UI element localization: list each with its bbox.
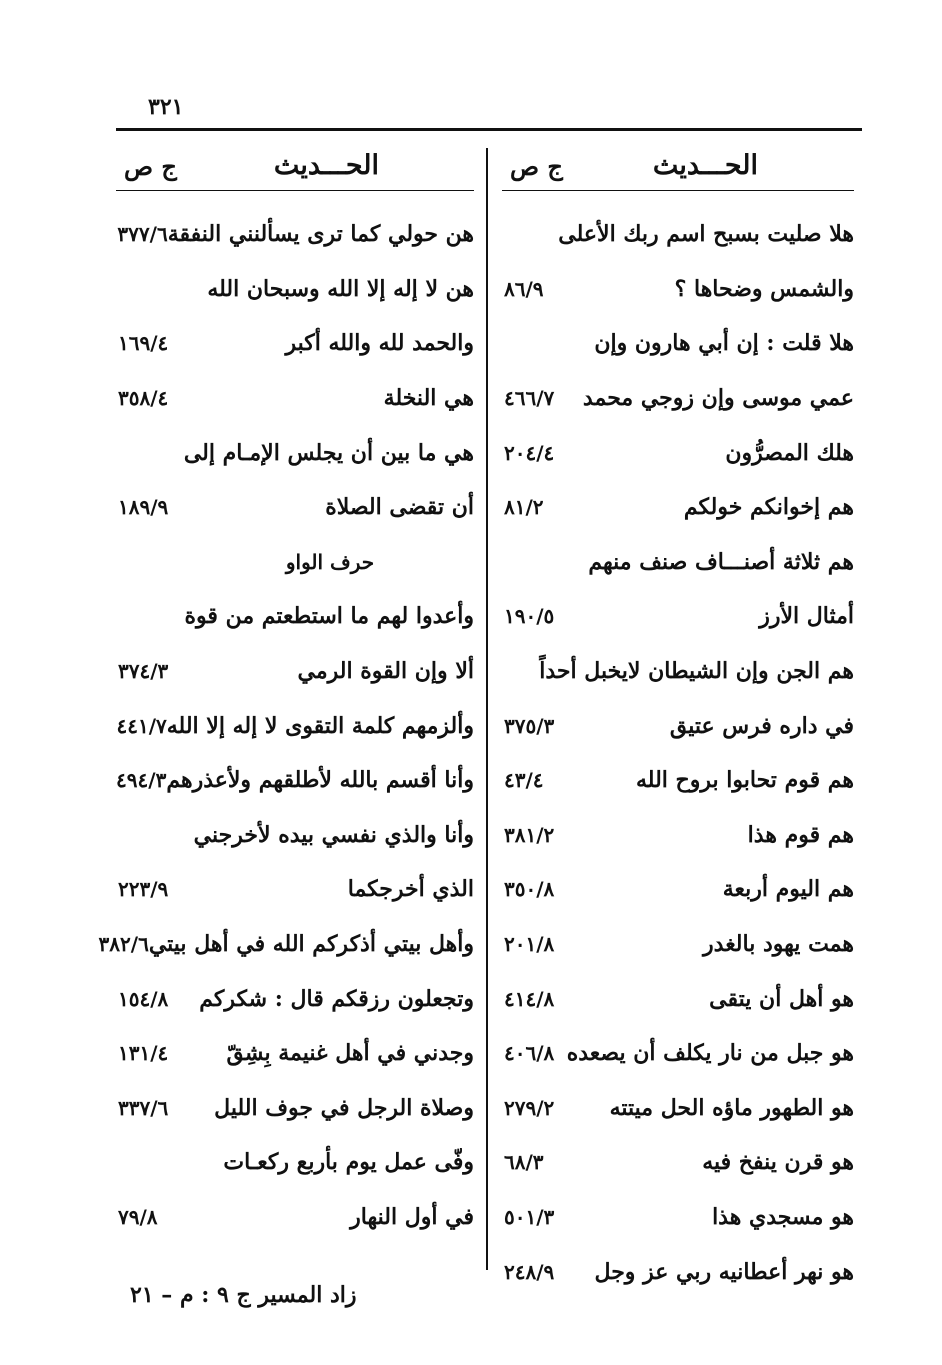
hadith-text: الذي أخرجكما xyxy=(347,876,474,903)
volume-page-ref: ٤٩٤/٣ xyxy=(116,768,167,793)
hadith-text: وأنا أقسم بالله لأطلقهم ولأعذرهم xyxy=(166,767,474,794)
hadith-entry xyxy=(116,862,474,917)
volume-page-ref: ١٥٤/٨ xyxy=(118,986,169,1011)
left-column xyxy=(98,140,474,1244)
hadith-entry xyxy=(98,917,474,972)
volume-page-ref: ١٩٠/٥ xyxy=(504,604,555,629)
hadith-entry xyxy=(502,1244,854,1299)
hadith-entry xyxy=(502,535,854,590)
left-column-header xyxy=(116,140,474,191)
page-number: ٣٢١ xyxy=(148,94,184,120)
right-column xyxy=(502,140,854,1299)
hadith-text: هو قرن ينفخ فيه xyxy=(702,1149,854,1176)
column-ref-header: ج ص xyxy=(124,152,177,181)
hadith-text: أن تقضى الصلاة xyxy=(325,494,474,521)
hadith-entry xyxy=(116,698,474,753)
hadith-text: هو مسجدي هذا xyxy=(712,1203,854,1230)
volume-page-ref: ٢٤٨/٩ xyxy=(504,1259,555,1284)
hadith-text: هلا قلت : إن أبي هارون وإن xyxy=(594,330,854,357)
volume-page-ref: ٦٨/٣ xyxy=(504,1150,544,1175)
hadith-entry xyxy=(502,808,854,863)
hadith-text: همت يهود بالغدر xyxy=(703,931,854,958)
hadith-entry xyxy=(116,262,474,317)
section-heading: حرف الواو xyxy=(285,549,375,574)
hadith-text: هو الطهور ماؤه الحل ميتته xyxy=(609,1094,854,1121)
volume-page-ref: ٢٠٤/٤ xyxy=(504,440,555,465)
hadith-entry xyxy=(116,589,474,644)
hadith-text: هلا صليت بسبح اسم ربك الأعلى xyxy=(558,221,854,248)
hadith-text: والحمد لله والله أكبر xyxy=(285,330,474,357)
hadith-text: في أول النهار xyxy=(350,1203,474,1230)
hadith-entry xyxy=(502,644,854,699)
volume-page-ref: ٣٣٧/٦ xyxy=(118,1095,169,1120)
left-section-entries xyxy=(98,589,474,1244)
volume-page-ref: ١٣١/٤ xyxy=(118,1041,169,1066)
hadith-entry xyxy=(116,644,474,699)
hadith-text: وجدني في أهل غنيمة بِشِقّ xyxy=(226,1040,474,1067)
hadith-entry xyxy=(116,1190,474,1245)
hadith-text: هو جبل من نار يكلف أن يصعده xyxy=(566,1040,854,1067)
volume-page-ref: ٨٦/٩ xyxy=(504,276,544,301)
right-column-header xyxy=(502,140,854,191)
hadith-text: والشمس وضحاها ؟ xyxy=(674,275,854,302)
volume-page-ref: ٣٧٤/٣ xyxy=(118,659,169,684)
hadith-text: هم قوم تحابوا بروح الله xyxy=(636,767,854,794)
hadith-text: هي ما بين أن يجلس الإمـام إلى xyxy=(183,439,474,466)
hadith-text: أمثال الأرز xyxy=(759,603,854,630)
volume-page-ref: ٥٠١/٣ xyxy=(504,1204,555,1229)
hadith-text: وفّى عمل يوم بأربع ركعـات xyxy=(223,1149,474,1176)
hadith-entry xyxy=(502,589,854,644)
hadith-text: وتجعلون رزقكم قال : شكركم xyxy=(199,985,474,1012)
footer-signature: زاد المسير ج ٩ : م – ٢١ xyxy=(130,1282,357,1308)
volume-page-ref: ٣٥٠/٨ xyxy=(504,877,555,902)
hadith-text: هم الجن وإن الشيطان لايخبل أحداً xyxy=(539,658,854,685)
hadith-entry xyxy=(502,1135,854,1190)
volume-page-ref: ٢٢٣/٩ xyxy=(118,877,169,902)
hadith-text: وأنا والذي نفسي بيده لأخرجني xyxy=(193,821,474,848)
volume-page-ref: ٤١٤/٨ xyxy=(504,986,555,1011)
hadith-text: في داره فرس عتيق xyxy=(669,712,854,739)
volume-page-ref: ٨١/٢ xyxy=(504,495,544,520)
volume-page-ref: ٣٧٥/٣ xyxy=(504,713,555,738)
column-ref-header: ج ص xyxy=(510,152,563,181)
hadith-text: عمي موسى وإن زوجي محمد xyxy=(582,385,854,412)
hadith-text: هلك المصرُّون xyxy=(725,439,854,466)
volume-page-ref: ٣٨١/٢ xyxy=(504,822,555,847)
volume-page-ref: ٣٨٢/٦ xyxy=(98,932,149,957)
hadith-entry xyxy=(116,1135,474,1190)
hadith-text: هو أهل أن يتقى xyxy=(709,985,854,1012)
hadith-entry xyxy=(502,1190,854,1245)
volume-page-ref: ٣٧٧/٦ xyxy=(117,222,168,247)
hadith-entry xyxy=(502,698,854,753)
volume-page-ref: ٤٦٦/٧ xyxy=(504,386,555,411)
hadith-text: هو نهر أعطانيه ربي عز وجل xyxy=(594,1258,854,1285)
volume-page-ref: ٤٤١/٧ xyxy=(116,713,167,738)
volume-page-ref: ٢٠١/٨ xyxy=(504,932,555,957)
hadith-entry xyxy=(502,917,854,972)
volume-page-ref: ٣٥٨/٤ xyxy=(118,386,169,411)
volume-page-ref: ٧٩/٨ xyxy=(118,1204,158,1229)
hadith-entry xyxy=(116,808,474,863)
hadith-text: هم اليوم أربعة xyxy=(722,876,854,903)
column-title: الحـــديث xyxy=(273,150,379,181)
left-entries xyxy=(98,207,474,1244)
hadith-text: هم ثلاثة أصنـــاف صنف منهم xyxy=(588,548,854,575)
hadith-entry xyxy=(116,207,474,262)
hadith-entry xyxy=(502,1026,854,1081)
hadith-text: هم قوم هذا xyxy=(747,821,854,848)
hadith-entry xyxy=(116,425,474,480)
hadith-entry xyxy=(502,862,854,917)
column-title: الحـــديث xyxy=(652,150,758,181)
hadith-entry xyxy=(502,1081,854,1136)
volume-page-ref: ١٨٩/٩ xyxy=(118,495,169,520)
volume-page-ref: ٤٠٦/٨ xyxy=(504,1041,555,1066)
hadith-entry xyxy=(116,1081,474,1136)
hadith-entry xyxy=(502,371,854,426)
hadith-entry xyxy=(116,480,474,535)
hadith-text: وأعدوا لهم ما استطعتم من قوة xyxy=(184,603,474,630)
hadith-entry xyxy=(502,425,854,480)
volume-page-ref: ٢٧٩/٢ xyxy=(504,1095,555,1120)
hadith-text: هم إخوانكم خولكم xyxy=(683,494,854,521)
hadith-entry xyxy=(502,480,854,535)
hadith-entry xyxy=(116,371,474,426)
hadith-entry xyxy=(116,971,474,1026)
left-entries-list xyxy=(116,207,474,535)
hadith-text: هن حولي كما ترى يسألنني النفقة xyxy=(167,221,474,248)
volume-page-ref: ١٦٩/٤ xyxy=(118,331,169,356)
hadith-entry xyxy=(502,971,854,1026)
hadith-text: هن لا إله إلا الله وسبحان الله xyxy=(207,275,474,302)
hadith-entry xyxy=(116,753,474,808)
hadith-text: وألزمهم كلمة التقوى لا إله إلا الله xyxy=(166,712,474,739)
top-rule xyxy=(116,128,862,131)
hadith-entry xyxy=(502,753,854,808)
hadith-text: هي النخلة xyxy=(383,385,474,412)
hadith-entry xyxy=(502,207,854,262)
column-divider xyxy=(486,148,488,1270)
hadith-entry xyxy=(502,262,854,317)
hadith-text: وصلاة الرجل في جوف الليل xyxy=(214,1094,474,1121)
right-entries xyxy=(502,207,854,1299)
hadith-text: وأهل بيتي أذكركم الله في أهل بيتي xyxy=(148,931,474,958)
hadith-entry xyxy=(116,316,474,371)
hadith-entry xyxy=(116,1026,474,1081)
volume-page-ref: ٤٣/٤ xyxy=(504,768,544,793)
hadith-text: ألا وإن القوة الرمي xyxy=(297,658,474,685)
hadith-entry xyxy=(502,316,854,371)
